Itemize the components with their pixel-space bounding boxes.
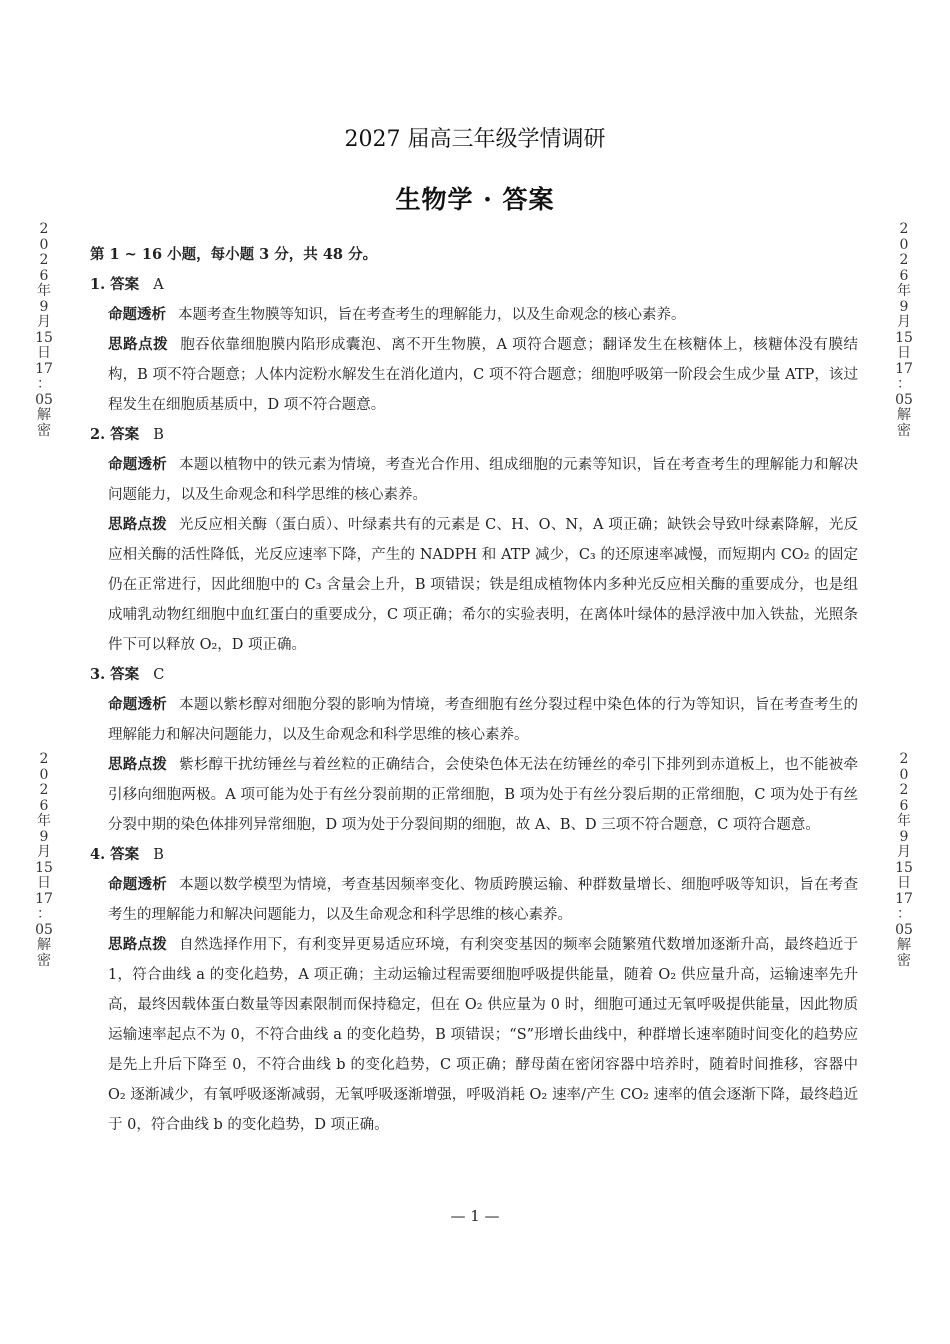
answer-letter: C: [153, 667, 165, 683]
hint-label: 思路点拨: [108, 936, 168, 953]
watermark-char: 17: [35, 890, 53, 907]
analysis-paragraph: [90, 300, 858, 330]
hint-text: 光反应相关酶（蛋白质）、叶绿素共有的元素是 C、H、O、N，A 项正确；缺铁会导致叶绿素降解，光反应相关酶的活性降低，光反应速率下降，产生的 NADPH 和 ATP 减少，C₃ 的还原速率减慢，而短期内 CO₂ 的固定仍在正常进行，因此细胞中的 C₃ 含量会上升，B 项错误；铁是组成植物体内多种光反应相关酶的重要成分，也是组成哺乳动物红细胞中血红蛋白的重要成分，C 项正确；希尔的实验表明，在离体叶绿体的悬浮液中加入铁盐，光照条件下可以释放 O₂，D 项正确。: [108, 517, 858, 653]
hint-text: 自然选择作用下，有利变异更易适应环境，有利突变基因的频率会随繁殖代数增加逐渐升高，最终趋近于 1，符合曲线 a 的变化趋势，A 项正确；主动运输过程需要细胞呼吸提供能量，随着 O₂ 供应量升高，运输速率先升高，最终因载体蛋白数量等因素限制而保持稳定，但在 O₂ 供应量为 0 时，细胞可通过无氧呼吸提供能量，因此物质运输速率起点不为 0，不符合曲线 a 的变化趋势，B 项错误；“S”形增长曲线中，种群增长速率随时间变化的趋势应是先上升后下降至 0，不符合曲线 b 的变化趋势，C 项正确；酵母菌在密闭容器中培养时，随着时间推移，容器中 O₂ 逐渐减少，有氧呼吸逐渐减弱，无氧呼吸逐渐增强，呼吸消耗 O₂ 速率/产生 CO₂ 速率的值会逐渐下降，最终趋近于 0，符合曲线 b 的变化趋势，D 项正确。: [108, 937, 858, 1133]
watermark-char: 05: [35, 921, 53, 938]
watermark-char: 2: [899, 782, 909, 798]
analysis-text: 本题考查生物膜等知识，旨在考查考生的理解能力，以及生命观念的核心素养。: [178, 307, 686, 323]
watermark-char: 0: [899, 236, 909, 253]
watermark-char: 年: [37, 813, 51, 829]
page-title: 2027 届高三年级学情调研: [344, 127, 606, 152]
watermark-left-top: [33, 222, 55, 439]
watermark-char: 密: [37, 952, 51, 969]
answer-letter: B: [153, 427, 164, 443]
hint-text: 胞吞依靠细胞膜内陷形成囊泡、离不开生物膜，A 项符合题意；翻译发生在核糖体上，核糖体没有膜结构，B 项不符合题意；人体内淀粉水解发生在消化道内，C 项不符合题意；细胞呼吸第一阶段会生成少量 ATP，该过程发生在细胞质基质中，D 项不符合题意。: [108, 337, 859, 413]
answer-content: [90, 240, 858, 1140]
watermark-right-bottom: [893, 752, 915, 969]
watermark-char: 密: [37, 422, 51, 439]
watermark-char: 2: [39, 221, 49, 237]
hint-label: 思路点拨: [108, 336, 169, 353]
watermark-char: ：: [897, 376, 911, 392]
watermark-char: 9: [39, 298, 49, 315]
question-number: 3. 答案: [90, 666, 140, 683]
watermark-char: 0: [39, 766, 49, 783]
hint-paragraph: [90, 510, 858, 660]
watermark-char: 9: [39, 828, 49, 845]
analysis-label: 命题透析: [108, 696, 168, 713]
analysis-text: 本题以数学模型为情境，考查基因频率变化、物质跨膜运输、种群数量增长、细胞呼吸等知识，旨在考查考生的理解能力和解决问题能力，以及生命观念和科学思维的核心素养。: [108, 877, 858, 923]
watermark-char: 9: [899, 828, 909, 845]
watermark-char: 15: [35, 859, 53, 876]
watermark-char: 6: [899, 797, 909, 814]
analysis-paragraph: [90, 690, 858, 750]
watermark-char: 6: [39, 797, 49, 814]
hint-label: 思路点拨: [108, 756, 168, 773]
watermark-char: 05: [35, 391, 53, 408]
watermark-char: 月: [37, 314, 51, 330]
watermark-char: 15: [895, 859, 913, 876]
hint-paragraph: [90, 330, 858, 420]
page-subtitle: 生物学 · 答案: [395, 185, 555, 214]
question-number: 1. 答案: [90, 276, 140, 293]
watermark-char: 2: [899, 751, 909, 767]
watermark-char: 日: [37, 875, 51, 891]
question-head: [90, 270, 858, 300]
watermark-char: 解: [897, 937, 911, 953]
watermark-char: 2: [39, 252, 49, 268]
watermark-char: 17: [895, 360, 913, 377]
watermark-char: ：: [37, 906, 51, 922]
watermark-char: ：: [897, 906, 911, 922]
analysis-paragraph: [90, 450, 858, 510]
watermark-char: 6: [899, 267, 909, 284]
watermark-char: 年: [37, 283, 51, 299]
watermark-char: 日: [897, 875, 911, 891]
hint-label: 思路点拨: [108, 516, 167, 533]
hint-paragraph: [90, 930, 858, 1140]
question-1: [90, 270, 858, 420]
question-head: [90, 840, 858, 870]
watermark-char: 6: [39, 267, 49, 284]
page-number: — 1 —: [450, 1207, 500, 1225]
watermark-char: 解: [37, 407, 51, 423]
watermark-char: 2: [39, 782, 49, 798]
watermark-char: 15: [895, 329, 913, 346]
analysis-label: 命题透析: [108, 306, 166, 323]
question-4: [90, 840, 858, 1140]
watermark-char: 解: [897, 407, 911, 423]
watermark-char: 月: [897, 844, 911, 860]
watermark-char: 解: [37, 937, 51, 953]
watermark-char: 月: [897, 314, 911, 330]
question-3: [90, 660, 858, 840]
watermark-char: 密: [897, 422, 911, 439]
answer-letter: A: [153, 277, 164, 293]
watermark-char: 密: [897, 952, 911, 969]
watermark-char: 日: [897, 345, 911, 361]
watermark-char: 0: [39, 236, 49, 253]
answer-letter: B: [153, 847, 164, 863]
analysis-label: 命题透析: [108, 876, 168, 893]
watermark-char: 15: [35, 329, 53, 346]
question-2: [90, 420, 858, 660]
watermark-char: 9: [899, 298, 909, 315]
watermark-char: 2: [39, 751, 49, 767]
watermark-char: 2: [899, 252, 909, 268]
watermark-char: ：: [37, 376, 51, 392]
analysis-paragraph: [90, 870, 858, 930]
analysis-label: 命题透析: [108, 456, 168, 473]
hint-text: 紫杉醇干扰纺锤丝与着丝粒的正确结合，会使染色体无法在纺锤丝的牵引下排列到赤道板上，也不能被牵引移向细胞两极。A 项可能为处于有丝分裂前期的正常细胞，B 项为处于有丝分裂后期的正常细胞，C 项为处于有丝分裂中期的染色体排列异常细胞，D 项为处于分裂间期的细胞，故 A、B、D 三项不符合题意，C 项符合题意。: [108, 757, 858, 833]
watermark-char: 2: [899, 221, 909, 237]
watermark-char: 17: [895, 890, 913, 907]
analysis-text: 本题以紫杉醇对细胞分裂的影响为情境，考查细胞有丝分裂过程中染色体的行为等知识，旨在考查考生的理解能力和解决问题能力，以及生命观念和科学思维的核心素养。: [108, 697, 858, 743]
question-number: 4. 答案: [90, 846, 140, 863]
watermark-char: 05: [895, 391, 913, 408]
watermark-char: 17: [35, 360, 53, 377]
watermark-char: 05: [895, 921, 913, 938]
watermark-char: 月: [37, 844, 51, 860]
watermark-right-top: [893, 222, 915, 439]
watermark-char: 年: [897, 813, 911, 829]
watermark-left-bottom: [33, 752, 55, 969]
question-head: [90, 660, 858, 690]
question-number: 2. 答案: [90, 426, 140, 443]
question-head: [90, 420, 858, 450]
analysis-text: 本题以植物中的铁元素为情境，考查光合作用、组成细胞的元素等知识，旨在考查考生的理解能力和解决问题能力，以及生命观念和科学思维的核心素养。: [108, 457, 858, 503]
section-intro: 第 1 ~ 16 小题，每小题 3 分，共 48 分。: [90, 246, 378, 263]
hint-paragraph: [90, 750, 858, 840]
watermark-char: 0: [899, 766, 909, 783]
watermark-char: 年: [897, 283, 911, 299]
watermark-char: 日: [37, 345, 51, 361]
